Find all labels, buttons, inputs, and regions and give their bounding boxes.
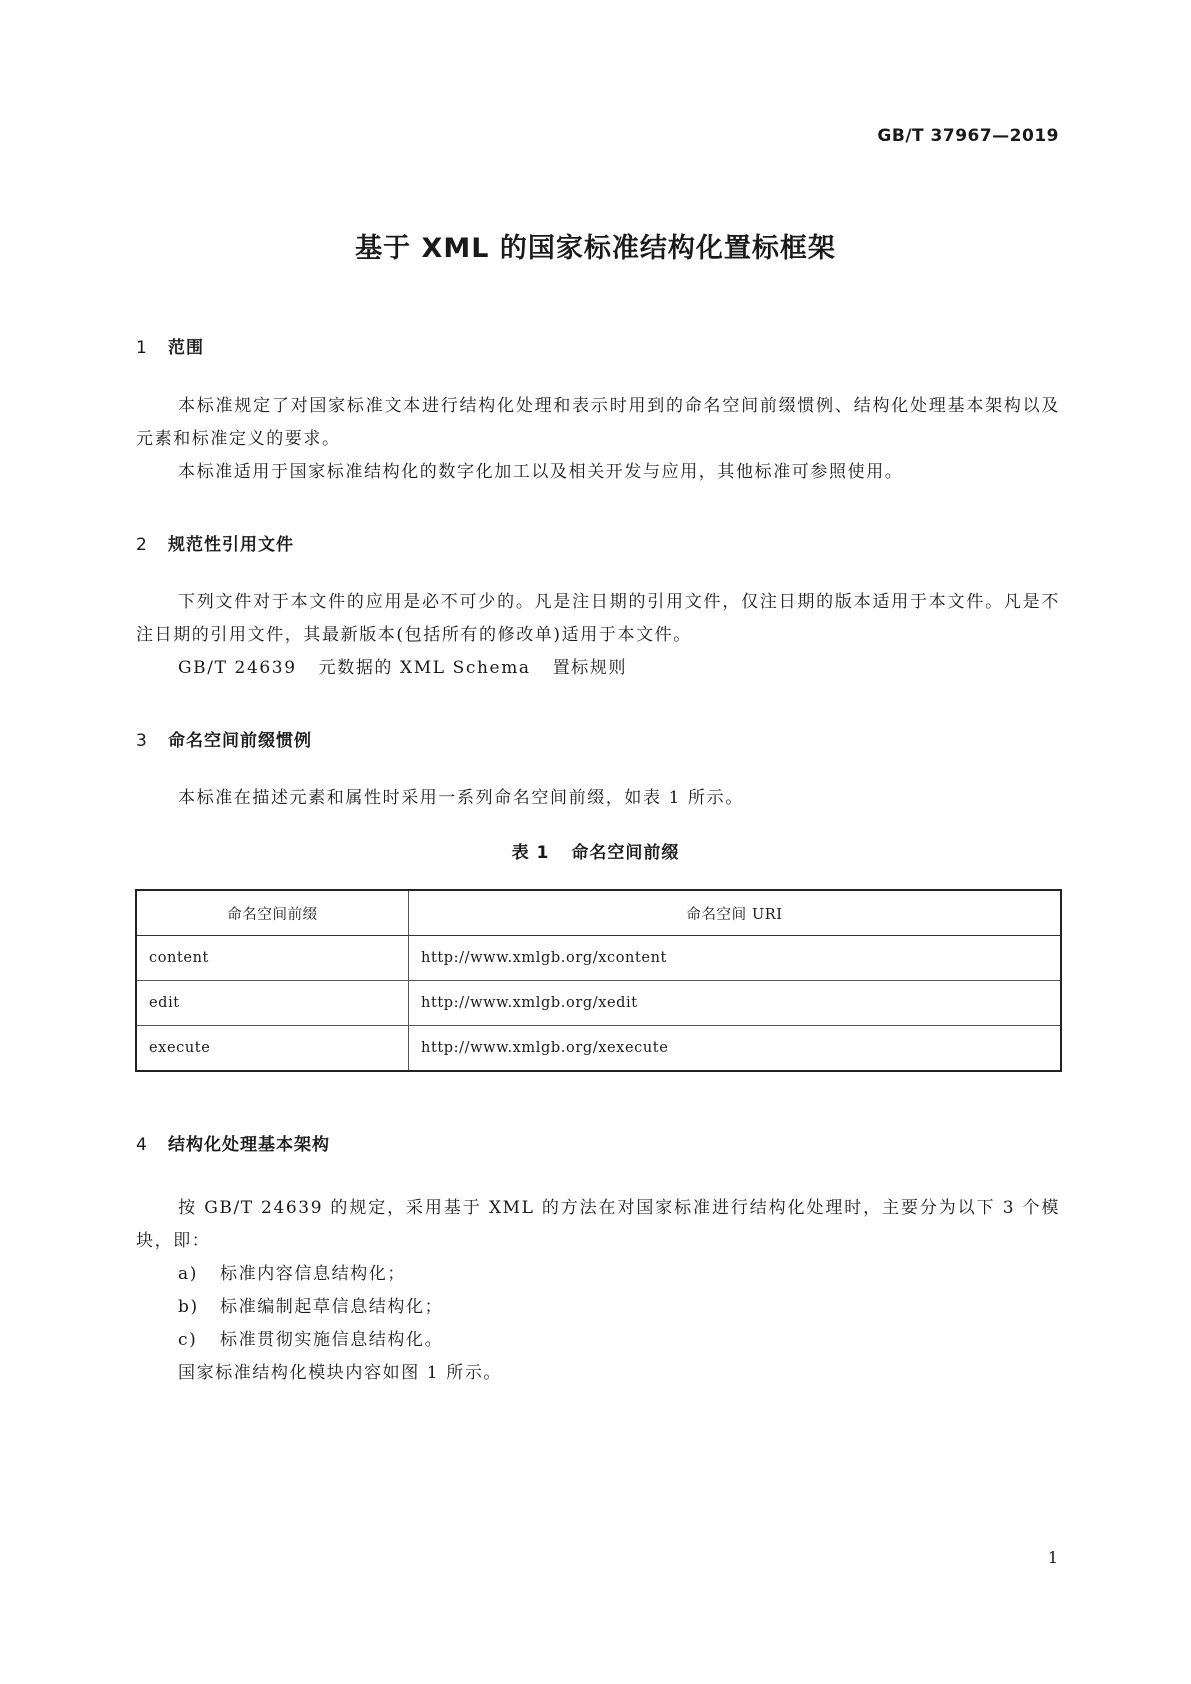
section-1-heading — [136, 333, 204, 358]
table-cell-uri: http://www.xmlgb.org/xcontent — [409, 936, 1062, 981]
list-item-text: 标准贯彻实施信息结构化。 — [220, 1330, 444, 1350]
section-title: 范围 — [168, 338, 204, 358]
reference-title: 元数据的 XML Schema — [318, 658, 531, 678]
section-3-heading — [136, 726, 312, 751]
section-2-paragraph-1: 下列文件对于本文件的应用是必不可少的。凡是注日期的引用文件，仅注日期的版本适用于本文件。凡是不注日期的引用文件，其最新版本(包括所有的修改单)适用于本文件。 — [136, 592, 1060, 645]
table-caption — [0, 838, 1191, 863]
table-header-row — [136, 890, 1061, 936]
table-cell-prefix: content — [136, 936, 409, 981]
namespace-prefix-table — [135, 889, 1062, 1072]
section-number: 4 — [136, 1135, 148, 1155]
section-number: 1 — [136, 338, 148, 358]
table-cell-prefix: edit — [136, 981, 409, 1026]
table-header-cell: 命名空间前缀 — [136, 890, 409, 936]
section-number: 3 — [136, 731, 148, 751]
reference-suffix: 置标规则 — [552, 658, 628, 678]
list-item-label: a) — [178, 1264, 198, 1284]
section-4-closing: 国家标准结构化模块内容如图 1 所示。 — [178, 1363, 503, 1383]
section-title: 命名空间前缀惯例 — [168, 731, 312, 751]
list-item — [178, 1324, 443, 1357]
document-title: 基于 XML 的国家标准结构化置标框架 — [355, 233, 836, 264]
list-item-label: b) — [178, 1297, 199, 1317]
table-row — [136, 1026, 1061, 1072]
table-header-cell: 命名空间 URI — [409, 890, 1062, 936]
section-title: 结构化处理基本架构 — [168, 1135, 330, 1155]
section-1-paragraph-1: 本标准规定了对国家标准文本进行结构化处理和表示时用到的命名空间前缀惯例、结构化处理基本架构以及元素和标准定义的要求。 — [136, 396, 1060, 449]
section-4-heading — [136, 1130, 330, 1155]
normative-reference — [178, 652, 627, 685]
list-item — [178, 1291, 443, 1324]
section-4-paragraph-1: 按 GB/T 24639 的规定，采用基于 XML 的方法在对国家标准进行结构化处理时，主要分为以下 3 个模块，即： — [136, 1198, 1060, 1251]
standard-code: GB/T 37967—2019 — [877, 126, 1059, 146]
list-item-label: c) — [178, 1330, 198, 1350]
table-caption-label: 表 1 — [511, 843, 550, 863]
page-number: 1 — [1047, 1548, 1058, 1567]
table-cell-prefix: execute — [136, 1026, 409, 1072]
list-item — [178, 1258, 406, 1291]
section-number: 2 — [136, 535, 148, 555]
table-cell-uri: http://www.xmlgb.org/xexecute — [409, 1026, 1062, 1072]
section-3-paragraph-1: 本标准在描述元素和属性时采用一系列命名空间前缀，如表 1 所示。 — [178, 788, 744, 808]
list-item-text: 标准内容信息结构化； — [220, 1264, 406, 1284]
table-caption-title: 命名空间前缀 — [571, 843, 680, 863]
table-cell-uri: http://www.xmlgb.org/xedit — [409, 981, 1062, 1026]
reference-code: GB/T 24639 — [178, 658, 297, 678]
section-title: 规范性引用文件 — [168, 535, 294, 555]
table-row — [136, 936, 1061, 981]
table-row — [136, 981, 1061, 1026]
section-2-heading — [136, 530, 294, 555]
section-1-paragraph-2: 本标准适用于国家标准结构化的数字化加工以及相关开发与应用，其他标准可参照使用。 — [178, 462, 904, 482]
list-item-text: 标准编制起草信息结构化； — [220, 1297, 444, 1317]
